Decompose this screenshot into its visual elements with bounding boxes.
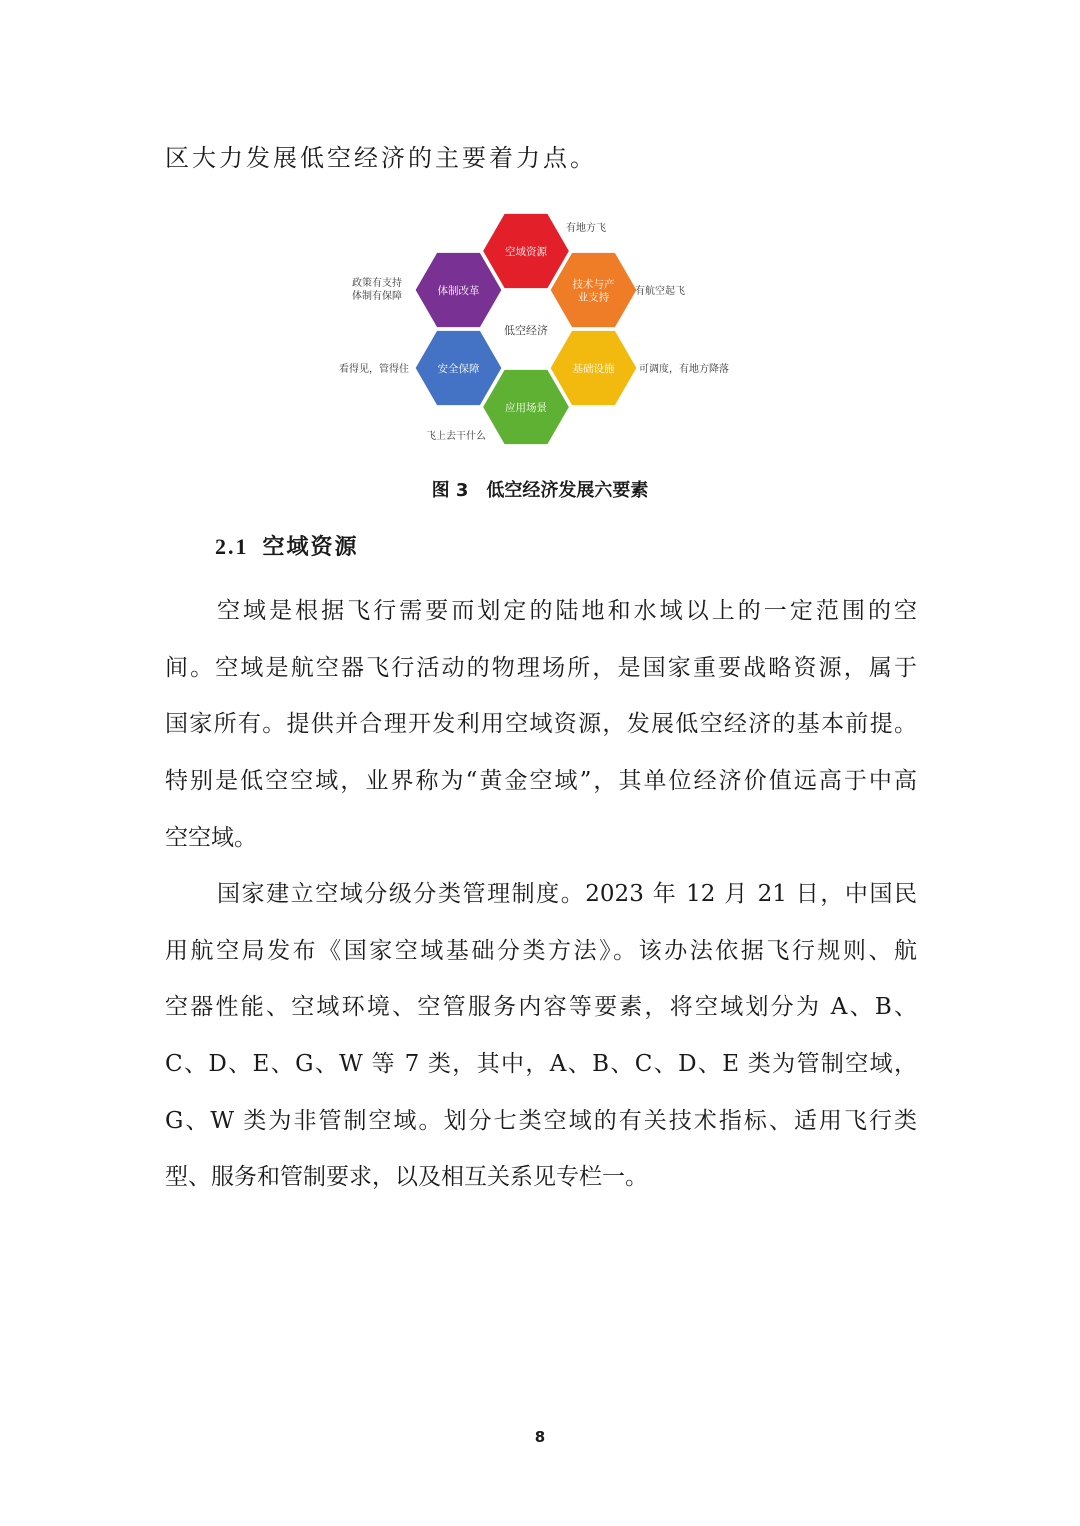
caption-title: 低空经济发展六要素	[486, 480, 649, 501]
hexagon-label: 安全保障	[437, 363, 480, 375]
hexagon-label: 空域资源	[505, 246, 547, 258]
paragraph-line: 空器性能、空域环境、空管服务内容等要素，将空域划分为 A、B、	[165, 994, 917, 1021]
paragraph-line: 型、服务和管制要求，以及相互关系见专栏一。	[165, 1164, 648, 1191]
hexagon-label: 体制改革	[437, 285, 480, 297]
paragraph-line: 特别是低空空域，业界称为“黄金空域”，其单位经济价值远高于中高	[165, 768, 917, 795]
paragraph-line: 间。空域是航空器飞行活动的物理场所，是国家重要战略资源，属于	[165, 654, 917, 681]
hexagon-diagram	[330, 205, 750, 455]
paragraph-line: 用航空局发布《国家空域基础分类方法》。该办法依据飞行规则、航	[165, 937, 917, 964]
paragraph-line: G、W 类为非管制空域。划分七类空域的有关技术指标、适用飞行类	[165, 1107, 917, 1134]
outer-annotation: 飞上去干什么	[426, 431, 486, 442]
center-label: 低空经济	[504, 324, 548, 337]
figure-caption	[0, 476, 1080, 502]
paragraph-line: 空空域。	[165, 824, 257, 851]
intro-text: 区大力发展低空经济的主要着力点。	[165, 144, 597, 172]
caption-number: 图 3	[431, 480, 469, 501]
paragraph-line: 空域是根据飞行需要而划定的陆地和水域以上的一定范围的空	[217, 598, 917, 624]
outer-annotation: 可调度，有地方降落	[639, 364, 729, 375]
paragraph-line: 国家所有。提供并合理开发利用空域资源，发展低空经济的基本前提。	[165, 711, 917, 738]
paragraph-airspace-definition	[165, 583, 917, 866]
page-number: 8	[534, 1428, 546, 1446]
section-number: 2.1	[215, 534, 249, 559]
paragraph-line: C、D、E、G、W 等 7 类，其中，A、B、C、D、E 类为管制空域，	[165, 1051, 917, 1078]
outer-annotation: 有地方飞	[566, 223, 606, 234]
hexagon-label: 基础设施	[572, 363, 615, 375]
section-heading	[215, 530, 359, 561]
hexagon-label: 技术与产	[572, 278, 615, 291]
section-title: 空域资源	[262, 534, 359, 560]
hexagon-label: 业支持	[577, 291, 610, 304]
paragraph-airspace-classification	[165, 866, 917, 1206]
outer-annotation: 有航空起飞	[635, 286, 685, 297]
paragraph-line: 国家建立空域分级分类管理制度。2023 年 12 月 21 日，中国民	[217, 881, 917, 907]
six-elements-figure	[330, 205, 750, 455]
hexagon-label: 应用场景	[505, 402, 547, 414]
outer-annotation: 体制有保障	[352, 291, 402, 302]
outer-annotation: 政策有支持	[352, 278, 402, 289]
outer-annotation: 看得见，管得住	[339, 364, 409, 375]
